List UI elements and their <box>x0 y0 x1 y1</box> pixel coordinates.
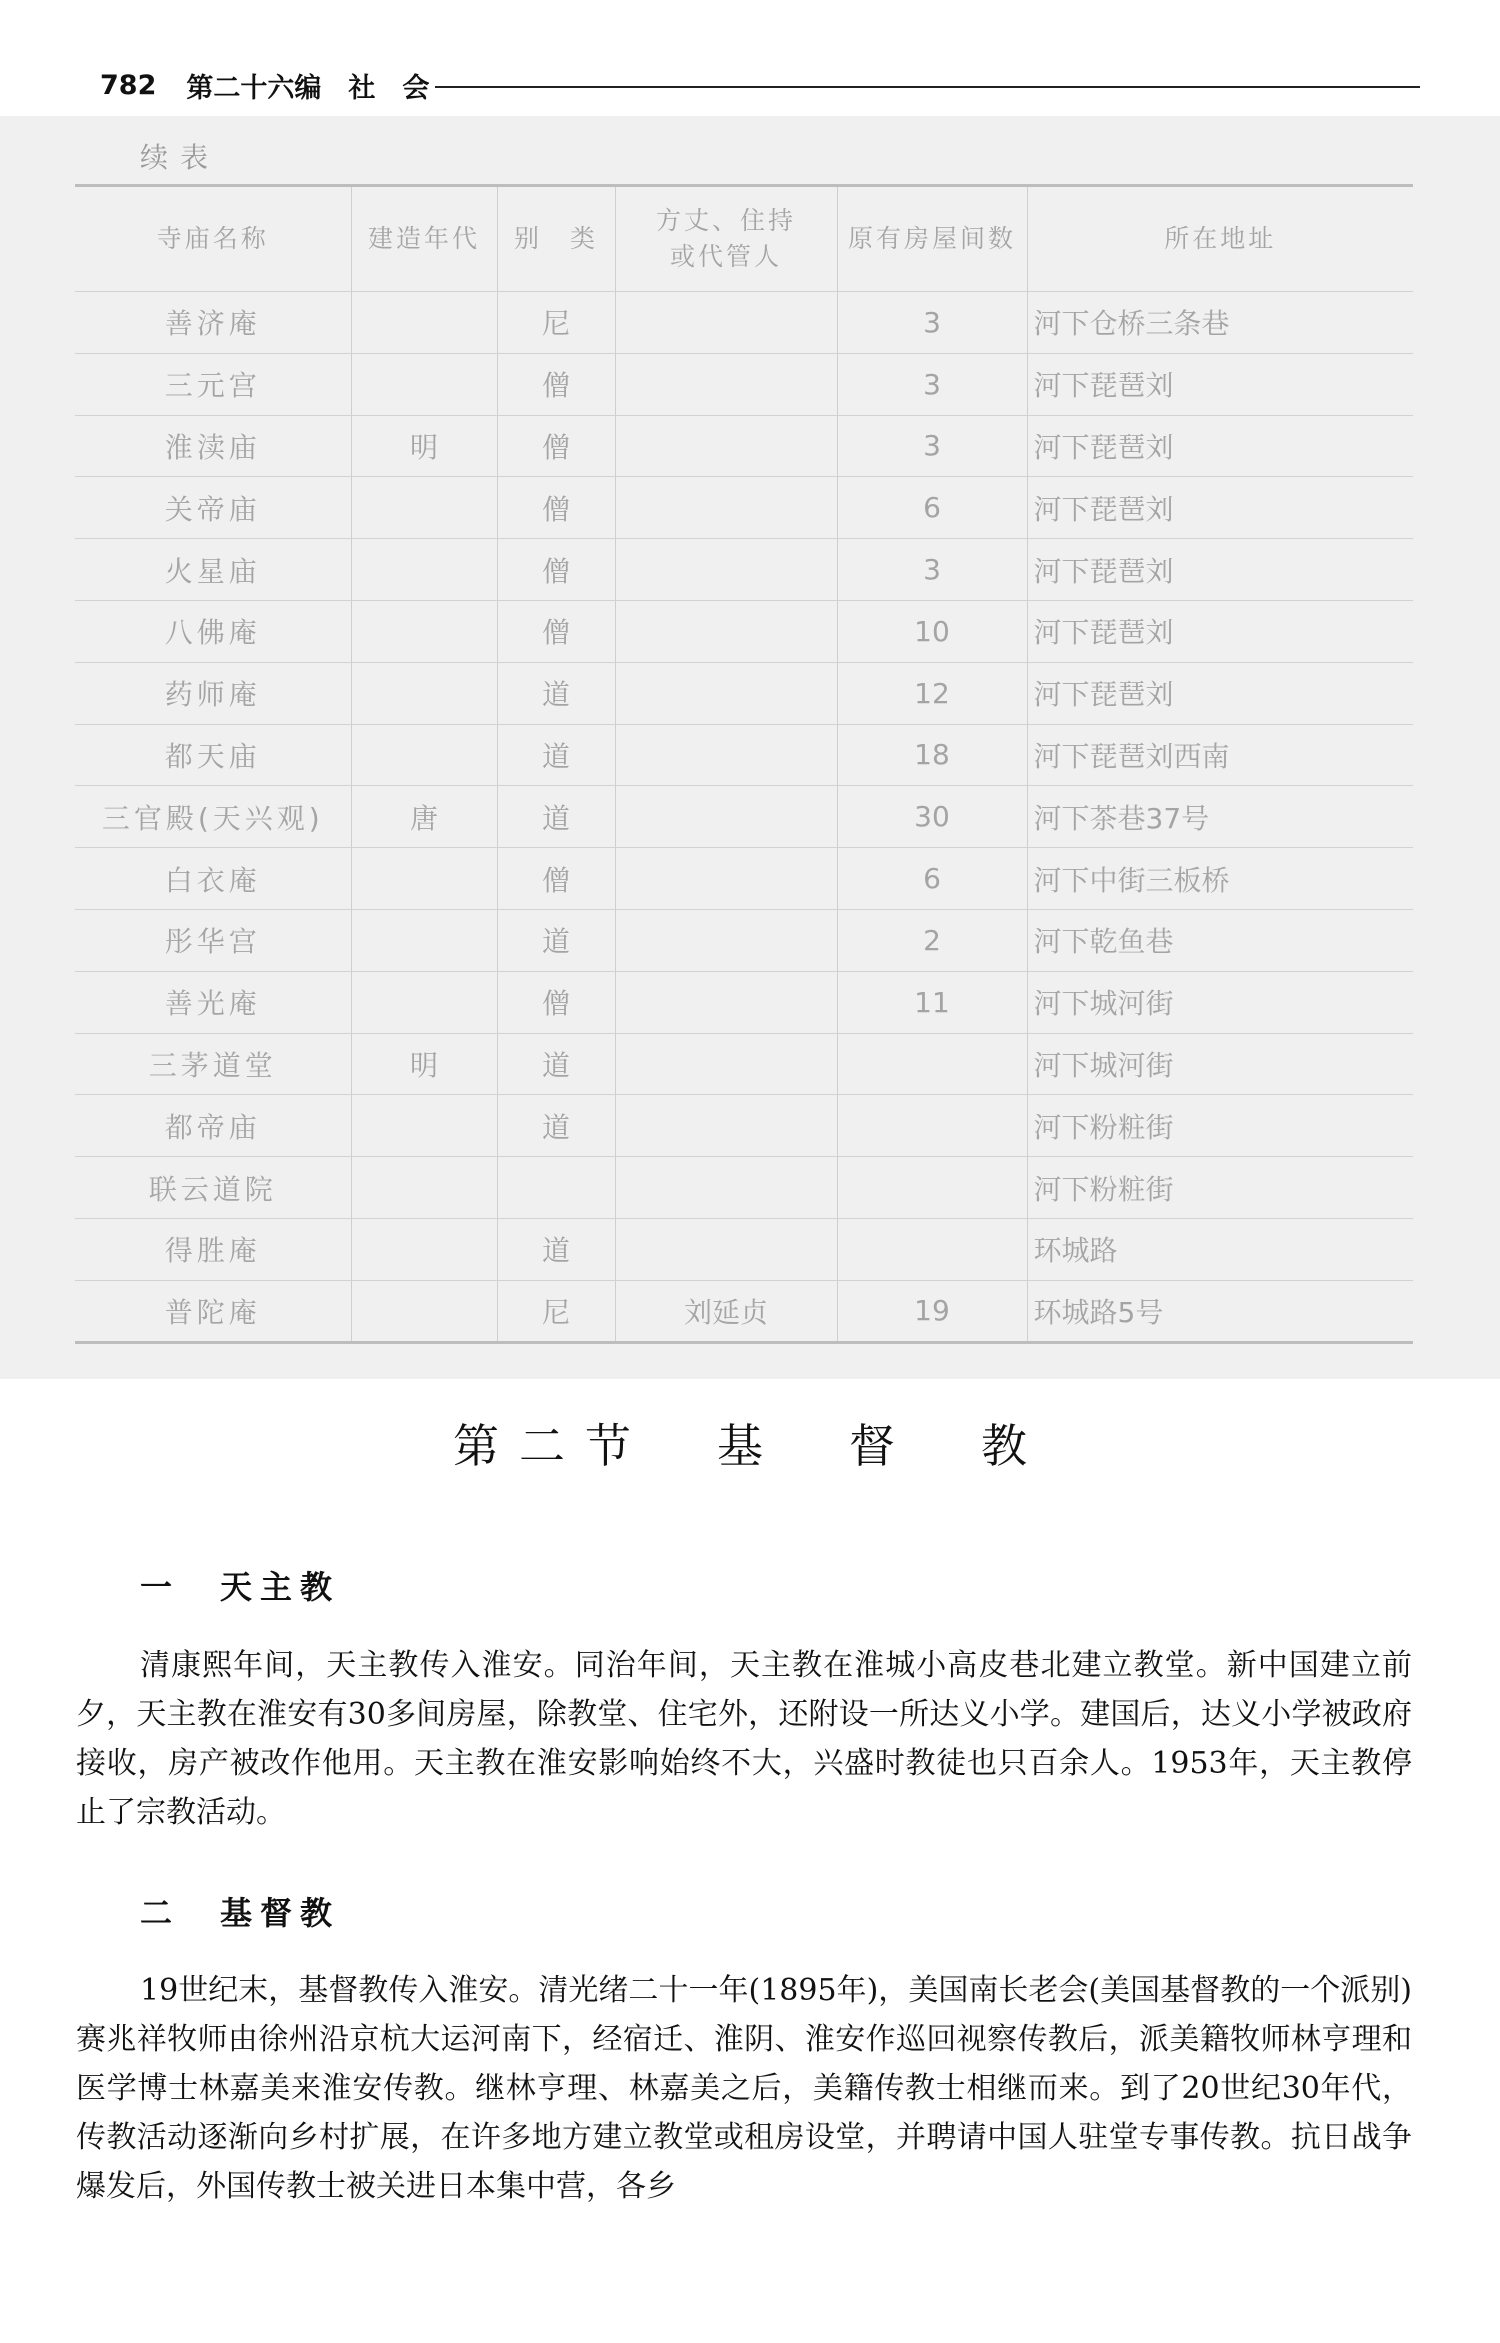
build-era-cell <box>351 539 497 601</box>
temple-name-cell: 善光庵 <box>75 971 351 1033</box>
address-cell: 河下粉粧街 <box>1027 1157 1413 1219</box>
room-count-cell <box>837 1095 1027 1157</box>
category-cell: 僧 <box>497 848 615 910</box>
address-cell: 河下仓桥三条巷 <box>1027 292 1413 354</box>
address-cell: 河下城河街 <box>1027 1033 1413 1095</box>
temple-name-cell: 三官殿(天兴观) <box>75 786 351 848</box>
abbot-cell <box>615 477 837 539</box>
build-era-cell <box>351 662 497 724</box>
table-row <box>75 1218 1413 1280</box>
temple-name-cell: 普陀庵 <box>75 1280 351 1342</box>
category-cell: 僧 <box>497 971 615 1033</box>
table-row <box>75 786 1413 848</box>
room-count-cell: 19 <box>837 1280 1027 1342</box>
build-era-cell <box>351 1157 497 1219</box>
temple-name-cell: 关帝庙 <box>75 477 351 539</box>
category-cell: 道 <box>497 1095 615 1157</box>
room-count-cell: 18 <box>837 724 1027 786</box>
address-cell: 河下中街三板桥 <box>1027 848 1413 910</box>
table-row <box>75 415 1413 477</box>
temple-name-cell: 药师庵 <box>75 662 351 724</box>
build-era-cell: 明 <box>351 415 497 477</box>
build-era-cell <box>351 909 497 971</box>
temple-name-cell: 三茅道堂 <box>75 1033 351 1095</box>
paragraph-catholicism: 清康熙年间，天主教传入淮安。同治年间，天主教在淮城小高皮巷北建立教堂。新中国建立前夕，天主教在淮安有30多间房屋，除教堂、住宅外，还附设一所达义小学。建国后，达义小学被政府接收，房产被改作他用。天主教在淮安影响始终不大，兴盛时教徒也只百余人。1953年，天主教停止了宗教活动。 <box>76 1648 1412 1830</box>
running-head <box>100 60 1420 110</box>
abbot-cell <box>615 662 837 724</box>
header-abbot-text: 方丈、住持 或代管人 <box>655 206 796 271</box>
address-cell: 河下乾鱼巷 <box>1027 909 1413 971</box>
room-count-cell <box>837 1033 1027 1095</box>
temple-name-cell: 善济庵 <box>75 292 351 354</box>
header-category: 别 类 <box>497 186 615 292</box>
abbot-cell <box>615 848 837 910</box>
table-row <box>75 971 1413 1033</box>
build-era-cell <box>351 724 497 786</box>
abbot-cell: 刘延贞 <box>615 1280 837 1342</box>
address-cell: 河下琵琶刘西南 <box>1027 724 1413 786</box>
address-cell: 环城路5号 <box>1027 1280 1413 1342</box>
room-count-cell: 10 <box>837 600 1027 662</box>
address-cell: 河下琵琶刘 <box>1027 353 1413 415</box>
room-count-cell: 3 <box>837 539 1027 601</box>
temple-name-cell: 联云道院 <box>75 1157 351 1219</box>
category-cell: 道 <box>497 724 615 786</box>
running-head-title: 第二十六编 社 会 <box>186 72 430 104</box>
category-cell: 道 <box>497 786 615 848</box>
table-row <box>75 477 1413 539</box>
room-count-cell: 2 <box>837 909 1027 971</box>
build-era-cell <box>351 353 497 415</box>
room-count-cell: 6 <box>837 848 1027 910</box>
abbot-cell <box>615 1033 837 1095</box>
temple-name-cell: 火星庙 <box>75 539 351 601</box>
temple-name-cell: 得胜庵 <box>75 1218 351 1280</box>
address-cell: 河下粉粧街 <box>1027 1095 1413 1157</box>
section-title: 第二节 基 督 教 <box>453 1419 1047 1473</box>
category-cell: 道 <box>497 909 615 971</box>
address-cell: 河下城河街 <box>1027 971 1413 1033</box>
temple-name-cell: 八佛庵 <box>75 600 351 662</box>
category-cell: 僧 <box>497 600 615 662</box>
build-era-cell <box>351 1280 497 1342</box>
address-cell: 河下茶巷37号 <box>1027 786 1413 848</box>
abbot-cell <box>615 1095 837 1157</box>
temple-name-cell: 淮渎庙 <box>75 415 351 477</box>
abbot-cell <box>615 1157 837 1219</box>
temple-name-cell: 三元宫 <box>75 353 351 415</box>
category-cell: 尼 <box>497 292 615 354</box>
table-row <box>75 1095 1413 1157</box>
table-row <box>75 1157 1413 1219</box>
abbot-cell <box>615 971 837 1033</box>
room-count-cell <box>837 1157 1027 1219</box>
build-era-cell: 明 <box>351 1033 497 1095</box>
build-era-cell <box>351 1218 497 1280</box>
table-header-row <box>75 186 1413 292</box>
build-era-cell <box>351 600 497 662</box>
category-cell: 尼 <box>497 1280 615 1342</box>
abbot-cell <box>615 353 837 415</box>
category-cell: 僧 <box>497 353 615 415</box>
temple-table <box>75 184 1413 1344</box>
room-count-cell: 6 <box>837 477 1027 539</box>
build-era-cell <box>351 1095 497 1157</box>
build-era-cell <box>351 477 497 539</box>
table-row <box>75 909 1413 971</box>
build-era-cell <box>351 971 497 1033</box>
temple-name-cell: 都天庙 <box>75 724 351 786</box>
abbot-cell <box>615 786 837 848</box>
address-cell: 环城路 <box>1027 1218 1413 1280</box>
header-address: 所在地址 <box>1027 186 1413 292</box>
abbot-cell <box>615 1218 837 1280</box>
table-row <box>75 848 1413 910</box>
category-cell: 道 <box>497 1218 615 1280</box>
abbot-cell <box>615 600 837 662</box>
table-row <box>75 1280 1413 1342</box>
build-era-cell <box>351 848 497 910</box>
table-row <box>75 353 1413 415</box>
table-row <box>75 662 1413 724</box>
table-row <box>75 724 1413 786</box>
temple-name-cell: 彤华宫 <box>75 909 351 971</box>
running-head-rule <box>435 86 1420 88</box>
page-number: 782 <box>100 69 157 101</box>
build-era-cell: 唐 <box>351 786 497 848</box>
category-cell: 僧 <box>497 539 615 601</box>
address-cell: 河下琵琶刘 <box>1027 539 1413 601</box>
header-room-count: 原有房屋间数 <box>837 186 1027 292</box>
subheading-protestantism: 二 基督教 <box>140 1894 341 1932</box>
address-cell: 河下琵琶刘 <box>1027 477 1413 539</box>
abbot-cell <box>615 415 837 477</box>
table-row <box>75 600 1413 662</box>
header-temple-name: 寺庙名称 <box>75 186 351 292</box>
continued-table-label: 续表 <box>140 141 221 174</box>
table-row <box>75 1033 1413 1095</box>
category-cell: 僧 <box>497 477 615 539</box>
category-cell: 道 <box>497 662 615 724</box>
build-era-cell <box>351 292 497 354</box>
address-cell: 河下琵琶刘 <box>1027 600 1413 662</box>
subheading-catholicism: 一 天主教 <box>140 1568 341 1606</box>
header-build-era: 建造年代 <box>351 186 497 292</box>
paragraph-protestantism: 19世纪末，基督教传入淮安。清光绪二十一年(1895年)，美国南长老会(美国基督教的一个派别)赛兆祥牧师由徐州沿京杭大运河南下，经宿迁、淮阴、淮安作巡回视察传教后，派美籍牧师林亨理和医学博士林嘉美来淮安传教。继林亨理、林嘉美之后，美籍传教士相继而来。到了20世纪30年代，传教活动逐渐向乡村扩展，在许多地方建立教堂或租房设堂，并聘请中国人驻堂专事传教。抗日战争爆发后，外国传教士被关进日本集中营，各乡 <box>76 1973 1412 2204</box>
room-count-cell: 11 <box>837 971 1027 1033</box>
abbot-cell <box>615 909 837 971</box>
temple-name-cell: 都帝庙 <box>75 1095 351 1157</box>
address-cell: 河下琵琶刘 <box>1027 415 1413 477</box>
abbot-cell <box>615 539 837 601</box>
header-abbot <box>615 186 837 292</box>
abbot-cell <box>615 292 837 354</box>
abbot-cell <box>615 724 837 786</box>
continued-table-area <box>0 116 1500 1379</box>
address-cell: 河下琵琶刘 <box>1027 662 1413 724</box>
table-row <box>75 539 1413 601</box>
category-cell <box>497 1157 615 1219</box>
room-count-cell <box>837 1218 1027 1280</box>
room-count-cell: 12 <box>837 662 1027 724</box>
category-cell: 僧 <box>497 415 615 477</box>
room-count-cell: 3 <box>837 353 1027 415</box>
table-row <box>75 292 1413 354</box>
room-count-cell: 3 <box>837 415 1027 477</box>
room-count-cell: 3 <box>837 292 1027 354</box>
room-count-cell: 30 <box>837 786 1027 848</box>
category-cell: 道 <box>497 1033 615 1095</box>
temple-name-cell: 白衣庵 <box>75 848 351 910</box>
